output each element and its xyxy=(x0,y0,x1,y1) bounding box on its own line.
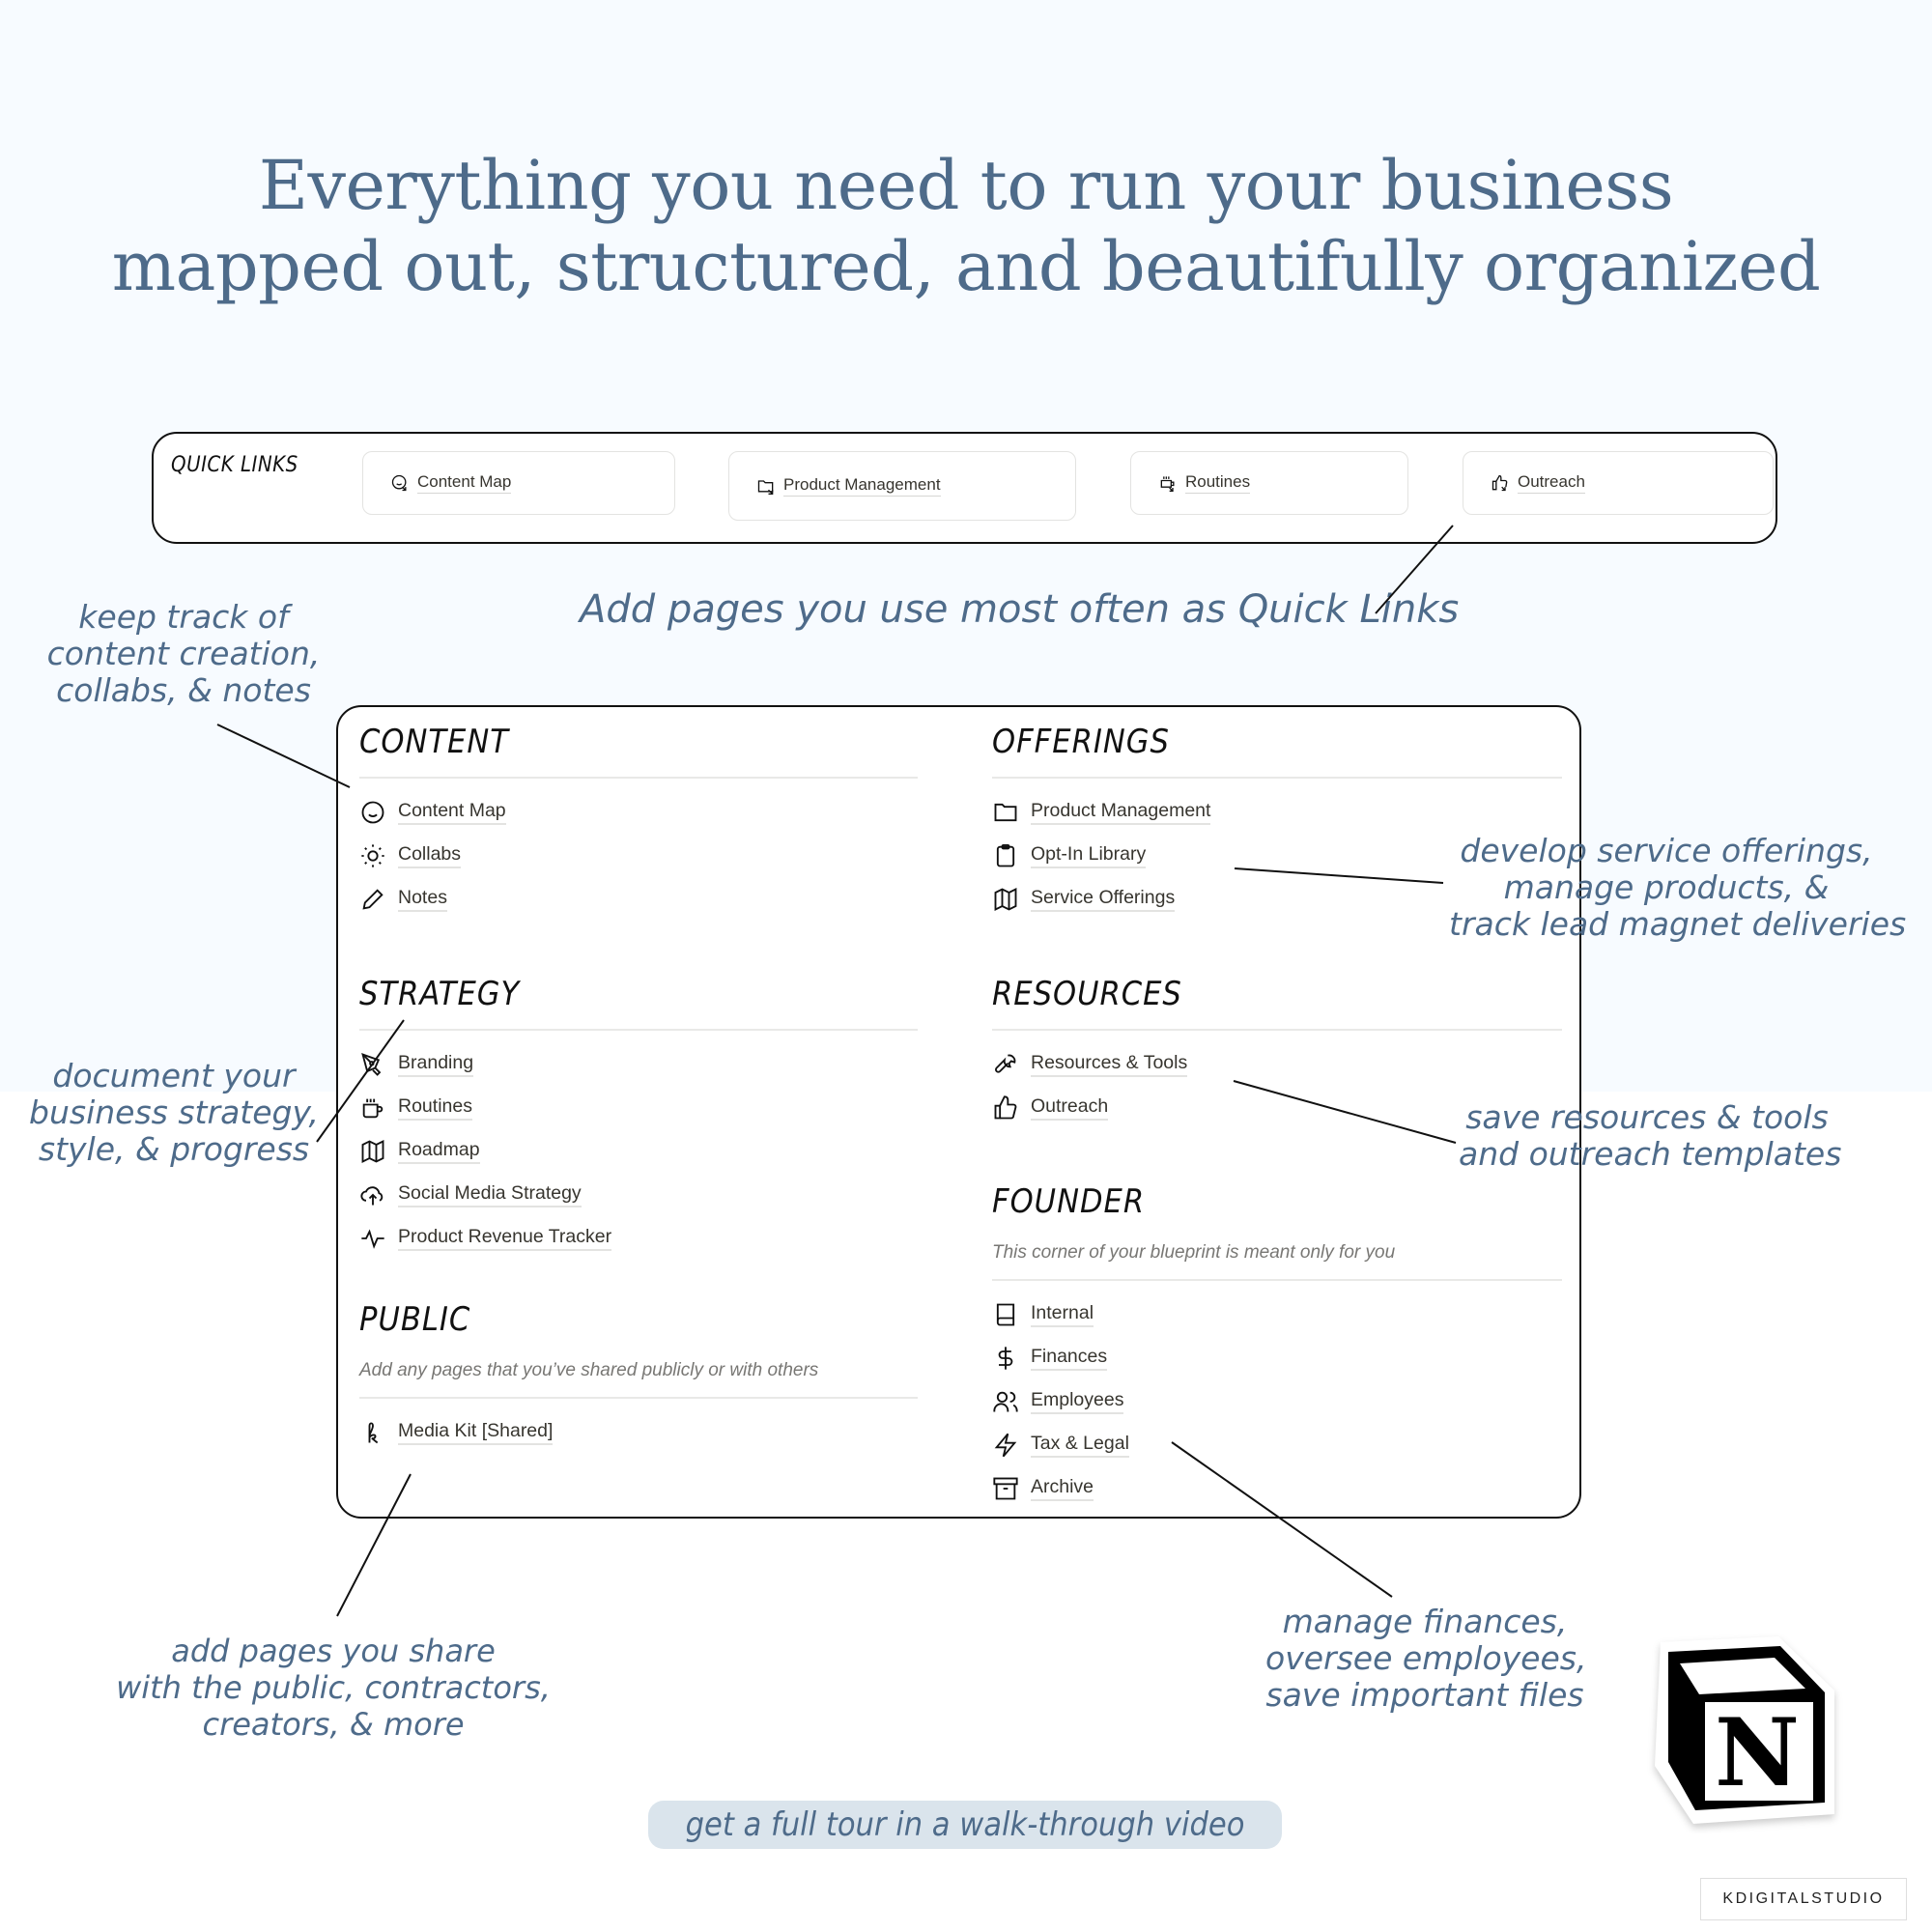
page-link-label: Content Map xyxy=(398,799,506,825)
archive-icon xyxy=(992,1475,1019,1502)
smile-link-icon xyxy=(390,473,410,493)
signature-k-icon xyxy=(359,1419,386,1446)
section-divider xyxy=(992,1029,1562,1031)
section-title: OFFERINGS xyxy=(992,723,1170,761)
section-divider xyxy=(359,777,918,779)
pen-nib-icon xyxy=(359,1051,386,1078)
page-link-label: Tax & Legal xyxy=(1031,1432,1129,1458)
quick-link-outreach[interactable] xyxy=(1463,451,1774,515)
page-link-label: Collabs xyxy=(398,842,461,868)
annotation-offerings: develop service offerings, manage products, & track lead magnet deliveries xyxy=(1449,832,1907,943)
page-link-label: Opt-In Library xyxy=(1031,842,1146,868)
page-link-label: Roadmap xyxy=(398,1138,480,1164)
coffee-icon xyxy=(359,1094,386,1122)
dollar-icon xyxy=(992,1345,1019,1372)
page-link-label: Archive xyxy=(1031,1475,1094,1501)
section-divider xyxy=(359,1397,918,1399)
page-link-label: Product Revenue Tracker xyxy=(398,1225,611,1251)
page-link-label: Finances xyxy=(1031,1345,1107,1371)
page-link-label: Routines xyxy=(398,1094,472,1121)
activity-icon xyxy=(359,1225,386,1252)
map-icon xyxy=(359,1138,386,1165)
quick-links-label: QUICK LINKS xyxy=(171,453,298,477)
dashboard-card xyxy=(336,705,1581,1519)
pencil-icon xyxy=(359,886,386,913)
page-link-label: Branding xyxy=(398,1051,473,1077)
page-link-label: Employees xyxy=(1031,1388,1123,1414)
smile-icon xyxy=(359,799,386,826)
page-link-internal[interactable] xyxy=(992,1293,1562,1336)
page-link-label: Social Media Strategy xyxy=(398,1181,582,1208)
quick-link-product-management[interactable] xyxy=(728,451,1076,521)
section-public xyxy=(359,1300,918,1454)
page-link-label: Internal xyxy=(1031,1301,1094,1327)
book-icon xyxy=(992,1301,1019,1328)
annotation-founder: manage finances, oversee employees, save important files xyxy=(1265,1603,1587,1714)
brand-label: KDIGITALSTUDIO xyxy=(1700,1878,1907,1920)
page-link-roadmap[interactable] xyxy=(359,1129,918,1173)
section-title: STRATEGY xyxy=(359,975,521,1013)
page-link-label: Notes xyxy=(398,886,447,912)
sun-icon xyxy=(359,842,386,869)
quick-link-routines[interactable] xyxy=(1130,451,1408,515)
quick-links-panel xyxy=(152,432,1777,544)
notion-logo-icon xyxy=(1635,1631,1848,1833)
walkthrough-video-button[interactable]: get a full tour in a walk-through video xyxy=(648,1801,1282,1849)
headline-line-2: mapped out, structured, and beautifully organized xyxy=(111,227,1821,306)
page-link-routines[interactable] xyxy=(359,1086,918,1129)
page-link-notes[interactable] xyxy=(359,877,918,921)
page-link-label: Resources & Tools xyxy=(1031,1051,1187,1077)
quick-link-label: Outreach xyxy=(1518,472,1585,494)
section-title: CONTENT xyxy=(359,723,509,761)
page-link-content-map[interactable] xyxy=(359,790,918,834)
cloud-upload-icon xyxy=(359,1181,386,1208)
section-divider xyxy=(992,1279,1562,1281)
section-description: Add any pages that you’ve shared publicly or with others xyxy=(359,1360,819,1380)
map-icon xyxy=(992,886,1019,913)
page-link-product-revenue-tracker[interactable] xyxy=(359,1216,918,1260)
page-link-media-kit[interactable] xyxy=(359,1410,918,1454)
clipboard-icon xyxy=(992,842,1019,869)
section-content xyxy=(359,723,918,921)
page-link-label: Media Kit [Shared] xyxy=(398,1419,553,1445)
page-link-employees[interactable] xyxy=(992,1379,1562,1423)
page-link-finances[interactable] xyxy=(992,1336,1562,1379)
section-title: PUBLIC xyxy=(359,1300,471,1339)
folder-icon xyxy=(992,799,1019,826)
thumbs-up-icon xyxy=(992,1094,1019,1122)
section-title: FOUNDER xyxy=(992,1182,1146,1221)
page-link-collabs[interactable] xyxy=(359,834,918,877)
page-link-branding[interactable] xyxy=(359,1042,918,1086)
section-divider xyxy=(992,777,1562,779)
users-icon xyxy=(992,1388,1019,1415)
quick-link-label: Product Management xyxy=(783,475,941,497)
annotation-strategy: document your business strategy, style, & progress xyxy=(29,1057,319,1168)
quick-link-label: Content Map xyxy=(417,472,511,494)
wrench-icon xyxy=(992,1051,1019,1078)
quick-link-content-map[interactable] xyxy=(362,451,675,515)
zap-icon xyxy=(992,1432,1019,1459)
annotation-resources: save resources & tools and outreach templates xyxy=(1459,1098,1842,1173)
page-link-tax-legal[interactable] xyxy=(992,1423,1562,1466)
notion-logo-letter: N xyxy=(1715,1698,1800,1807)
annotation-content: keep track of content creation, collabs, & notes xyxy=(46,598,321,709)
quick-links-annotation: Add pages you use most often as Quick Links xyxy=(580,587,1460,632)
page-link-label: Product Management xyxy=(1031,799,1210,825)
coffee-link-icon xyxy=(1158,473,1178,493)
headline-line-1: Everything you need to run your business xyxy=(258,146,1674,225)
section-founder xyxy=(992,1182,1562,1510)
page-link-label: Outreach xyxy=(1031,1094,1108,1121)
section-divider xyxy=(359,1029,918,1031)
thumbs-up-link-icon xyxy=(1491,473,1510,493)
annotation-public: add pages you share with the public, contractors, creators, & more xyxy=(116,1633,551,1743)
section-description: This corner of your blueprint is meant only for you xyxy=(992,1242,1396,1263)
page-link-product-management[interactable] xyxy=(992,790,1562,834)
page-link-resources-tools[interactable] xyxy=(992,1042,1562,1086)
page-link-social-media-strategy[interactable] xyxy=(359,1173,918,1216)
page-link-archive[interactable] xyxy=(992,1466,1562,1510)
quick-link-label: Routines xyxy=(1185,472,1250,494)
section-title: RESOURCES xyxy=(992,975,1182,1013)
section-strategy xyxy=(359,975,918,1260)
page-link-label: Service Offerings xyxy=(1031,886,1175,912)
page-headline xyxy=(0,145,1932,307)
folder-link-icon xyxy=(756,476,776,496)
